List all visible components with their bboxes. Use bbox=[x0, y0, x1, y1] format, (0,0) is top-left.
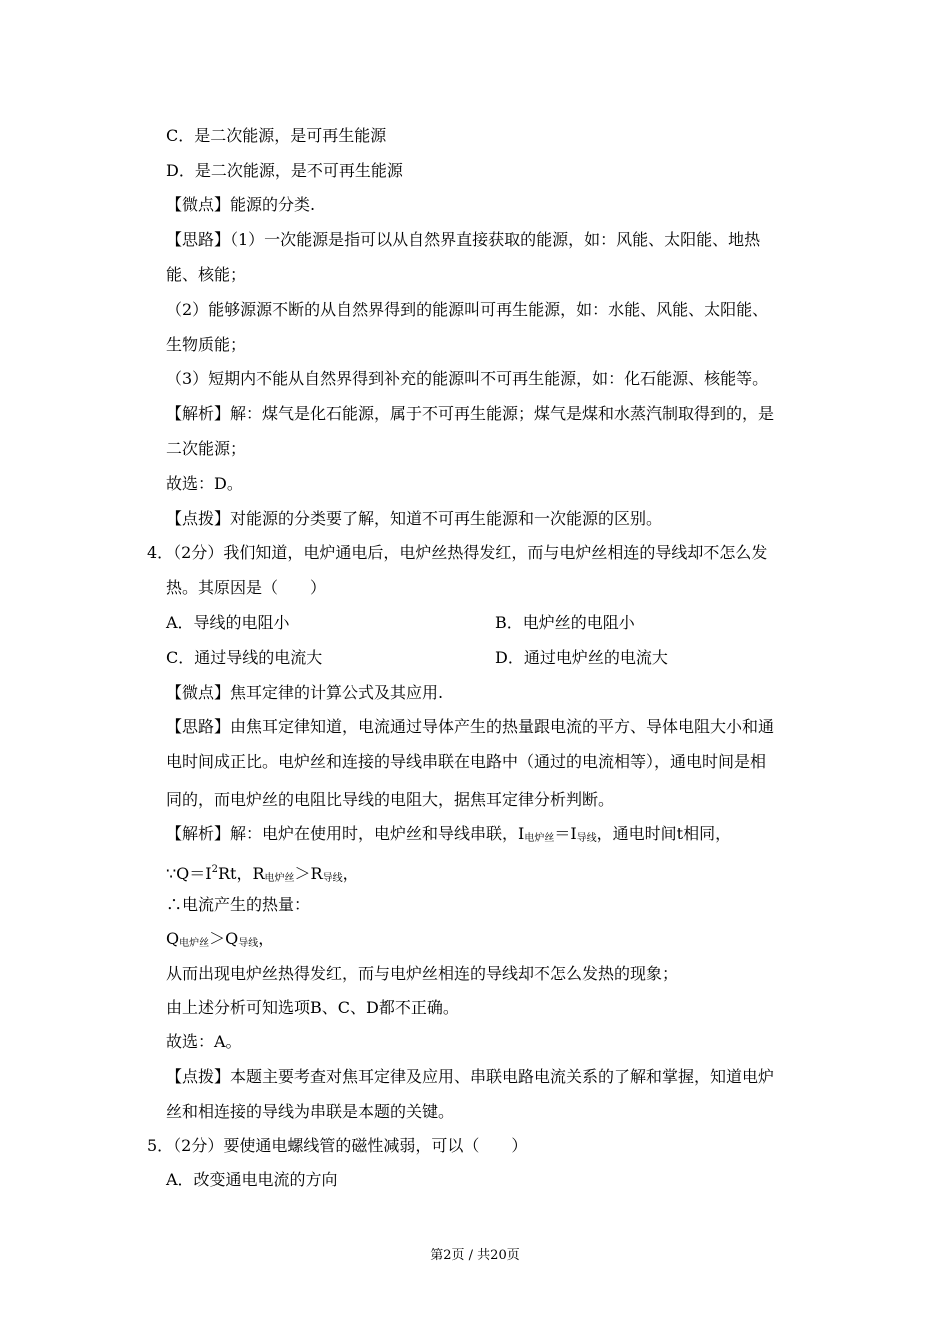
q3-silu-line3: （2）能够源源不断的从自然界得到的能源叫可再生能源，如：水能、风能、太阳能、 bbox=[166, 300, 769, 319]
q4-jiexi-line1 bbox=[166, 824, 731, 849]
q4-conclusion: 从而出现电炉丝热得发红，而与电炉丝相连的导线却不怎么发热的现象； bbox=[166, 964, 679, 983]
q4-therefore: ∴电流产生的热量： bbox=[166, 895, 311, 914]
subscript-dianlusi: 电炉丝 bbox=[524, 833, 555, 844]
q4-option-b: B．电炉丝的电阻小 bbox=[495, 613, 635, 632]
q4-weidian: 【微点】焦耳定律的计算公式及其应用. bbox=[166, 683, 444, 702]
q4-silu-line1: 【思路】由焦耳定律知道，电流通过导体产生的热量跟电流的平方、导体电阻大小和通 bbox=[166, 717, 775, 736]
q5-stem: 5．（2分）要使通电螺线管的磁性减弱，可以（ ） bbox=[147, 1136, 528, 1155]
q3-answer: 故选：D。 bbox=[166, 474, 243, 493]
q4-dianbo-line2: 丝和相连接的导线为串联是本题的关键。 bbox=[166, 1102, 455, 1121]
q4-stem-line2: 热。其原因是（ ） bbox=[166, 578, 327, 597]
superscript-2: 2 bbox=[211, 864, 218, 875]
q-letter: Q bbox=[166, 929, 180, 948]
q4-option-d: D．通过电炉丝的电流大 bbox=[495, 648, 668, 667]
subscript-dianlusi: 电炉丝 bbox=[179, 938, 210, 949]
because-rt-r: Rt，R bbox=[218, 864, 265, 883]
q3-jiexi-line2: 二次能源； bbox=[166, 439, 247, 458]
q3-option-d: D．是二次能源，是不可再生能源 bbox=[166, 161, 403, 180]
q4-answer: 故选：A。 bbox=[166, 1032, 242, 1051]
q3-jiexi-line1: 【解析】解：煤气是化石能源，属于不可再生能源；煤气是煤和水蒸汽制取得到的，是 bbox=[166, 404, 775, 423]
q4-silu-line3: 同的，而电炉丝的电阻比导线的电阻大，据焦耳定律分析判断。 bbox=[166, 790, 615, 809]
q4-dianbo-line1: 【点拨】本题主要考查对焦耳定律及应用、串联电路电流关系的了解和掌握，知道电炉 bbox=[166, 1067, 775, 1086]
subscript-dianlusi: 电炉丝 bbox=[264, 873, 295, 884]
comma: ， bbox=[258, 929, 275, 948]
q4-silu-line2: 电时间成正比。电炉丝和连接的导线串联在电路中（通过的电流相等），通电时间是相 bbox=[166, 752, 767, 771]
q3-option-c: C．是二次能源，是可再生能源 bbox=[166, 126, 387, 145]
q3-silu-line1: 【思路】（1）一次能源是指可以从自然界直接获取的能源，如：风能、太阳能、地热 bbox=[166, 230, 761, 249]
q4-q-compare bbox=[166, 929, 274, 954]
equals-i: ＝I bbox=[554, 824, 577, 843]
greater-r: ＞R bbox=[294, 864, 323, 883]
comma: ， bbox=[342, 864, 359, 883]
q4-option-c: C．通过导线的电流大 bbox=[166, 648, 323, 667]
q4-analysis: 由上述分析可知选项B、C、D都不正确。 bbox=[166, 998, 459, 1017]
q3-silu-line2: 能、核能； bbox=[166, 265, 247, 284]
subscript-daoxian: 导线 bbox=[576, 833, 597, 844]
page-footer: 第2页 / 共20页 bbox=[430, 1248, 520, 1263]
q4-stem-line1: 4．（2分）我们知道，电炉通电后，电炉丝热得发红，而与电炉丝相连的导线却不怎么发 bbox=[147, 543, 768, 562]
q4-jiexi-suffix: ，通电时间t相同， bbox=[596, 824, 732, 843]
greater-q: ＞Q bbox=[209, 929, 239, 948]
q4-option-a: A．导线的电阻小 bbox=[166, 613, 290, 632]
q5-option-a: A．改变通电电流的方向 bbox=[166, 1170, 338, 1189]
q3-dianbo: 【点拨】对能源的分类要了解，知道不可再生能源和一次能源的区别。 bbox=[166, 509, 663, 528]
q3-silu-line5: （3）短期内不能从自然界得到补充的能源叫不可再生能源，如：化石能源、核能等。 bbox=[166, 369, 769, 388]
q4-jiexi-prefix: 【解析】解：电炉在使用时，电炉丝和导线串联，I bbox=[166, 824, 525, 843]
q3-silu-line4: 生物质能； bbox=[166, 335, 247, 354]
subscript-daoxian: 导线 bbox=[238, 938, 259, 949]
q4-because-line bbox=[166, 860, 359, 889]
subscript-daoxian: 导线 bbox=[322, 873, 343, 884]
q3-weidian: 【微点】能源的分类. bbox=[166, 195, 316, 214]
because-q-eq: ∵Q＝I bbox=[166, 864, 212, 883]
